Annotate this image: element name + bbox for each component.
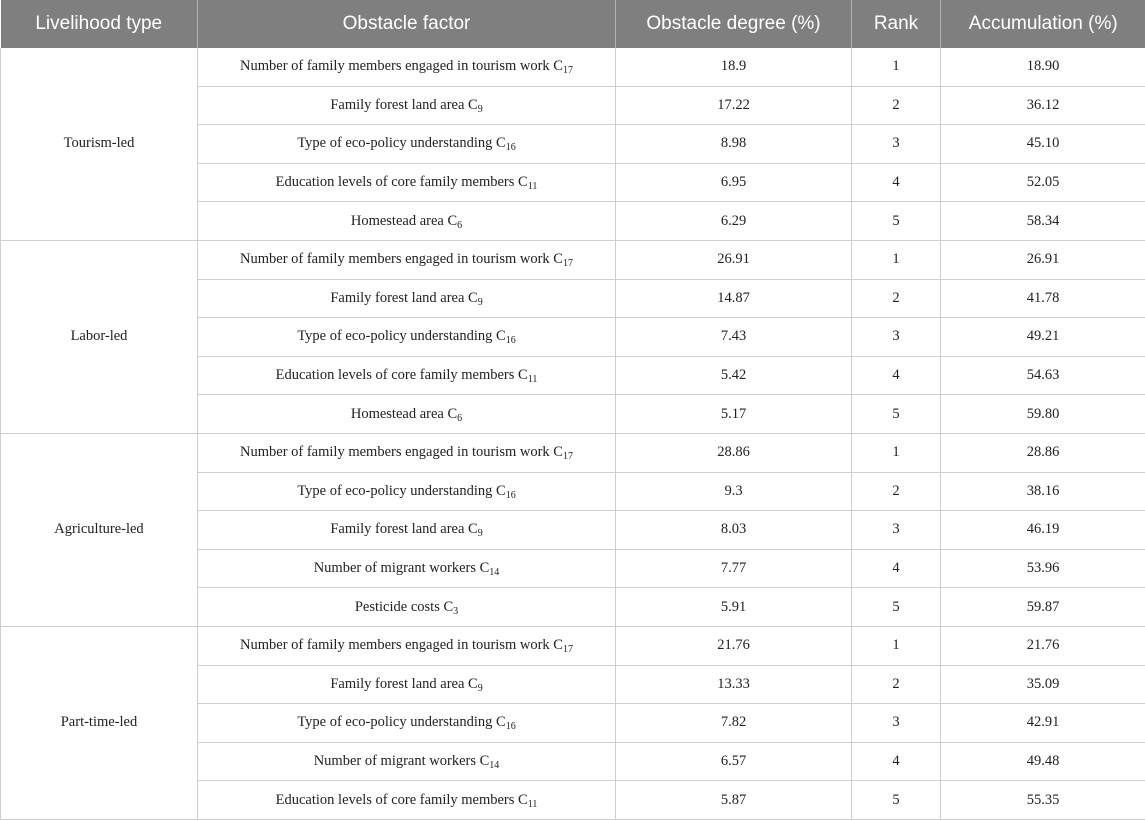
table-row (1, 665, 1145, 704)
factor-text: Type of eco-policy understanding C (297, 135, 505, 151)
factor-subscript: 16 (506, 721, 516, 732)
livelihood-type-cell (1, 356, 198, 395)
factor-text: Type of eco-policy understanding C (297, 328, 505, 344)
obstacle-factor-cell (198, 742, 616, 781)
table-row (1, 626, 1145, 665)
obstacle-factor-cell (198, 395, 616, 434)
obstacle-degree-cell: 8.98 (616, 125, 852, 164)
rank-cell: 5 (852, 202, 941, 241)
obstacle-degree-cell: 9.3 (616, 472, 852, 511)
accumulation-cell: 54.63 (941, 356, 1145, 395)
obstacle-factor-cell (198, 279, 616, 318)
accumulation-cell: 41.78 (941, 279, 1145, 318)
accumulation-cell: 26.91 (941, 240, 1145, 279)
livelihood-type-cell (1, 472, 198, 511)
obstacle-degree-cell: 7.43 (616, 318, 852, 357)
obstacle-degree-cell: 13.33 (616, 665, 852, 704)
factor-subscript: 9 (478, 683, 483, 694)
factor-text: Family forest land area C (330, 97, 477, 113)
obstacle-factor-cell (198, 125, 616, 164)
factor-text: Homestead area C (351, 213, 457, 229)
obstacle-factor-cell (198, 472, 616, 511)
obstacle-factor-cell (198, 356, 616, 395)
table-row (1, 86, 1145, 125)
obstacle-degree-cell: 7.77 (616, 549, 852, 588)
rank-cell: 1 (852, 240, 941, 279)
factor-subscript: 17 (563, 65, 573, 76)
factor-subscript: 17 (563, 644, 573, 655)
livelihood-type-cell (1, 240, 198, 279)
table-row (1, 704, 1145, 743)
table-row (1, 163, 1145, 202)
rank-cell: 4 (852, 742, 941, 781)
obstacle-degree-cell: 7.82 (616, 704, 852, 743)
livelihood-type-cell (1, 742, 198, 781)
header-livelihood-type: Livelihood type (1, 0, 198, 48)
livelihood-type-cell (1, 433, 198, 472)
accumulation-cell: 45.10 (941, 125, 1145, 164)
header-rank: Rank (852, 0, 941, 48)
obstacle-degree-cell: 5.87 (616, 781, 852, 820)
rank-cell: 1 (852, 48, 941, 86)
accumulation-cell: 53.96 (941, 549, 1145, 588)
factor-subscript: 16 (506, 142, 516, 153)
obstacle-degree-cell: 5.42 (616, 356, 852, 395)
factor-text: Education levels of core family members C (276, 174, 528, 190)
livelihood-type-cell (1, 86, 198, 125)
header-accumulation: Accumulation (%) (941, 0, 1145, 48)
factor-subscript: 9 (478, 104, 483, 115)
factor-subscript: 6 (457, 220, 462, 231)
livelihood-type-cell (1, 395, 198, 434)
factor-subscript: 16 (506, 335, 516, 346)
factor-text: Education levels of core family members C (276, 367, 528, 383)
obstacle-factor-cell (198, 665, 616, 704)
livelihood-type-cell: Labor-led (1, 318, 198, 357)
factor-text: Number of family members engaged in tourism work C (240, 444, 563, 460)
table-row (1, 48, 1145, 86)
obstacle-degree-cell: 17.22 (616, 86, 852, 125)
factor-text: Number of family members engaged in tourism work C (240, 58, 563, 74)
table-row (1, 433, 1145, 472)
table-row (1, 781, 1145, 820)
table-row (1, 742, 1145, 781)
factor-text: Type of eco-policy understanding C (297, 714, 505, 730)
table-row (1, 356, 1145, 395)
factor-subscript: 9 (478, 297, 483, 308)
factor-subscript: 17 (563, 451, 573, 462)
accumulation-cell: 55.35 (941, 781, 1145, 820)
rank-cell: 2 (852, 279, 941, 318)
rank-cell: 4 (852, 356, 941, 395)
factor-subscript: 11 (528, 374, 538, 385)
accumulation-cell: 18.90 (941, 48, 1145, 86)
obstacle-degree-cell: 21.76 (616, 626, 852, 665)
factor-subscript: 11 (528, 181, 538, 192)
rank-cell: 4 (852, 549, 941, 588)
factor-subscript: 17 (563, 258, 573, 269)
factor-text: Number of migrant workers C (314, 560, 490, 576)
header-obstacle-factor: Obstacle factor (198, 0, 616, 48)
rank-cell: 1 (852, 433, 941, 472)
obstacle-degree-cell: 8.03 (616, 511, 852, 550)
factor-text: Number of family members engaged in tourism work C (240, 251, 563, 267)
obstacle-factor-cell (198, 433, 616, 472)
rank-cell: 2 (852, 86, 941, 125)
obstacle-degree-cell: 28.86 (616, 433, 852, 472)
factor-subscript: 14 (489, 760, 499, 771)
factor-text: Type of eco-policy understanding C (297, 483, 505, 499)
factor-text: Pesticide costs C (355, 599, 453, 615)
table-row (1, 125, 1145, 164)
factor-subscript: 11 (528, 799, 538, 810)
factor-subscript: 16 (506, 490, 516, 501)
livelihood-type-cell (1, 48, 198, 86)
rank-cell: 2 (852, 472, 941, 511)
livelihood-type-cell: Tourism-led (1, 125, 198, 164)
factor-subscript: 14 (489, 567, 499, 578)
rank-cell: 3 (852, 511, 941, 550)
table-row (1, 511, 1145, 550)
rank-cell: 5 (852, 781, 941, 820)
factor-text: Number of family members engaged in tourism work C (240, 637, 563, 653)
accumulation-cell: 49.48 (941, 742, 1145, 781)
accumulation-cell: 52.05 (941, 163, 1145, 202)
factor-text: Number of migrant workers C (314, 753, 490, 769)
factor-text: Homestead area C (351, 406, 457, 422)
obstacle-degree-cell: 5.17 (616, 395, 852, 434)
table-row (1, 395, 1145, 434)
factor-text: Family forest land area C (330, 676, 477, 692)
obstacle-factor-cell (198, 240, 616, 279)
obstacle-factor-cell (198, 163, 616, 202)
rank-cell: 4 (852, 163, 941, 202)
table-row (1, 588, 1145, 627)
obstacle-factor-cell (198, 588, 616, 627)
accumulation-cell: 58.34 (941, 202, 1145, 241)
obstacle-factor-cell (198, 86, 616, 125)
rank-cell: 3 (852, 704, 941, 743)
factor-subscript: 3 (453, 606, 458, 617)
table-row (1, 202, 1145, 241)
factor-subscript: 9 (478, 528, 483, 539)
obstacle-factor-cell (198, 781, 616, 820)
rank-cell: 5 (852, 588, 941, 627)
accumulation-cell: 21.76 (941, 626, 1145, 665)
obstacle-degree-cell: 6.29 (616, 202, 852, 241)
obstacle-factor-cell (198, 511, 616, 550)
obstacle-factor-cell (198, 704, 616, 743)
obstacle-factor-cell (198, 48, 616, 86)
rank-cell: 1 (852, 626, 941, 665)
header-obstacle-degree: Obstacle degree (%) (616, 0, 852, 48)
table-row (1, 549, 1145, 588)
table-row (1, 240, 1145, 279)
rank-cell: 5 (852, 395, 941, 434)
factor-subscript: 6 (457, 413, 462, 424)
accumulation-cell: 35.09 (941, 665, 1145, 704)
livelihood-type-cell: Part-time-led (1, 704, 198, 743)
obstacle-factor-cell (198, 202, 616, 241)
obstacle-factor-cell (198, 626, 616, 665)
livelihood-type-cell (1, 588, 198, 627)
livelihood-type-cell (1, 163, 198, 202)
livelihood-type-cell (1, 781, 198, 820)
accumulation-cell: 36.12 (941, 86, 1145, 125)
rank-cell: 3 (852, 125, 941, 164)
accumulation-cell: 59.87 (941, 588, 1145, 627)
accumulation-cell: 28.86 (941, 433, 1145, 472)
header-row (1, 0, 1145, 48)
rank-cell: 3 (852, 318, 941, 357)
rank-cell: 2 (852, 665, 941, 704)
livelihood-type-cell (1, 202, 198, 241)
table-row (1, 472, 1145, 511)
livelihood-type-cell (1, 549, 198, 588)
livelihood-type-cell (1, 279, 198, 318)
obstacle-factor-cell (198, 318, 616, 357)
accumulation-cell: 59.80 (941, 395, 1145, 434)
accumulation-cell: 46.19 (941, 511, 1145, 550)
livelihood-type-cell (1, 626, 198, 665)
factor-text: Education levels of core family members C (276, 792, 528, 808)
accumulation-cell: 42.91 (941, 704, 1145, 743)
table-row (1, 318, 1145, 357)
livelihood-type-cell (1, 665, 198, 704)
obstacle-degree-cell: 14.87 (616, 279, 852, 318)
livelihood-type-cell: Agriculture-led (1, 511, 198, 550)
table-row (1, 279, 1145, 318)
factor-text: Family forest land area C (330, 290, 477, 306)
obstacle-degree-cell: 26.91 (616, 240, 852, 279)
accumulation-cell: 49.21 (941, 318, 1145, 357)
obstacle-factor-cell (198, 549, 616, 588)
obstacle-degree-cell: 6.57 (616, 742, 852, 781)
obstacle-degree-cell: 6.95 (616, 163, 852, 202)
obstacle-degree-cell: 5.91 (616, 588, 852, 627)
factor-text: Family forest land area C (330, 521, 477, 537)
accumulation-cell: 38.16 (941, 472, 1145, 511)
obstacle-degree-cell: 18.9 (616, 48, 852, 86)
